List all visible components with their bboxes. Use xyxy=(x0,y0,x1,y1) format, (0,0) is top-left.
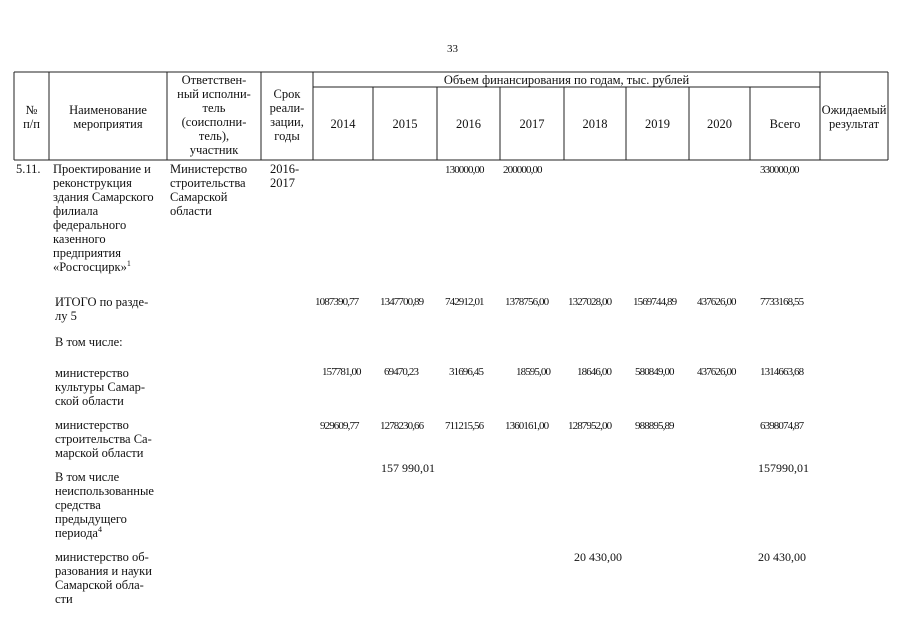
min-construction-total: 6398074,87 xyxy=(760,420,804,432)
unused-funds-total: 157990,01 xyxy=(758,461,809,475)
year-2017: 2017 xyxy=(519,117,545,131)
page-number: 33 xyxy=(447,43,458,55)
min-culture-total: 1314663,68 xyxy=(760,366,804,378)
row-511-total: 330000,00 xyxy=(760,164,799,176)
min-education-total: 20 430,00 xyxy=(758,550,806,564)
row-511-term: 2016- 2017 xyxy=(270,162,300,190)
min-culture-2015: 69470,23 xyxy=(384,366,419,378)
row-511-name: Проектирование и реконструкция здания Самарского филиала федерального казенного предприятия «Росгосцирк»$^1$ xyxy=(53,162,154,274)
min-construction-2018: 1287952,00 xyxy=(568,420,612,432)
unused-funds-label: В том числе неиспользованные средства предыдущего периода$^4$ xyxy=(55,470,154,540)
itogo-total: 7733168,55 xyxy=(760,296,804,308)
min-construction-2017: 1360161,00 xyxy=(505,420,549,432)
year-2015: 2015 xyxy=(392,117,418,131)
min-culture-2016: 31696,45 xyxy=(449,366,484,378)
row-511-num: 5.11. xyxy=(16,162,41,176)
min-construction-2015: 1278230,66 xyxy=(380,420,424,432)
min-culture-2018: 18646,00 xyxy=(577,366,612,378)
row-511-responsible: Министерство строительства Самарской области xyxy=(170,162,248,218)
min-construction-2019: 988895,89 xyxy=(635,420,674,432)
header-funding: Объем финансирования по годам, тыс. рублей xyxy=(443,73,690,87)
itogo-2018: 1327028,00 xyxy=(568,296,612,308)
header-num: № п/п xyxy=(23,103,40,131)
itogo-label: ИТОГО по разде- лу 5 xyxy=(55,295,149,323)
header-name: Наименование мероприятия xyxy=(69,103,147,131)
min-construction-label: министерство строительства Са- марской области xyxy=(55,418,152,460)
year-2018: 2018 xyxy=(582,117,608,131)
unused-funds-2015: 157 990,01 xyxy=(381,461,435,475)
min-construction-2014: 929609,77 xyxy=(320,420,359,432)
year-2020: 2020 xyxy=(707,117,732,131)
itogo-2019: 1569744,89 xyxy=(633,296,677,308)
min-culture-2020: 437626,00 xyxy=(697,366,736,378)
header-expected: Ожидаемый результат xyxy=(821,103,887,131)
min-education-2018: 20 430,00 xyxy=(574,550,622,564)
min-education-label: министерство об- разования и науки Самарской обла- сти xyxy=(55,550,152,606)
itogo-2015: 1347700,89 xyxy=(380,296,424,308)
in-that-number-label: В том числе: xyxy=(55,335,123,349)
min-culture-2017: 18595,00 xyxy=(516,366,551,378)
itogo-2017: 1378756,00 xyxy=(505,296,549,308)
footnote-1: 1 xyxy=(126,258,131,268)
year-2014: 2014 xyxy=(330,117,356,131)
header-responsible: Ответствен- ный исполни- тель (соисполни- тель), участник xyxy=(177,73,251,157)
itogo-2014: 1087390,77 xyxy=(315,296,359,308)
itogo-2020: 437626,00 xyxy=(697,296,736,308)
min-construction-2016: 711215,56 xyxy=(445,420,484,432)
year-total: Всего xyxy=(769,117,801,131)
year-2016: 2016 xyxy=(456,117,481,131)
min-culture-2019: 580849,00 xyxy=(635,366,674,378)
itogo-2016: 742912,01 xyxy=(445,296,484,308)
year-2019: 2019 xyxy=(645,117,670,131)
row-511-2016: 130000,00 xyxy=(445,164,484,176)
min-culture-label: министерство культуры Самар- ской области xyxy=(55,366,146,408)
footnote-4: 4 xyxy=(97,524,102,534)
header-term: Срок реали- зации, годы xyxy=(269,87,305,143)
min-culture-2014: 157781,00 xyxy=(322,366,361,378)
row-511-2017: 200000,00 xyxy=(503,164,542,176)
